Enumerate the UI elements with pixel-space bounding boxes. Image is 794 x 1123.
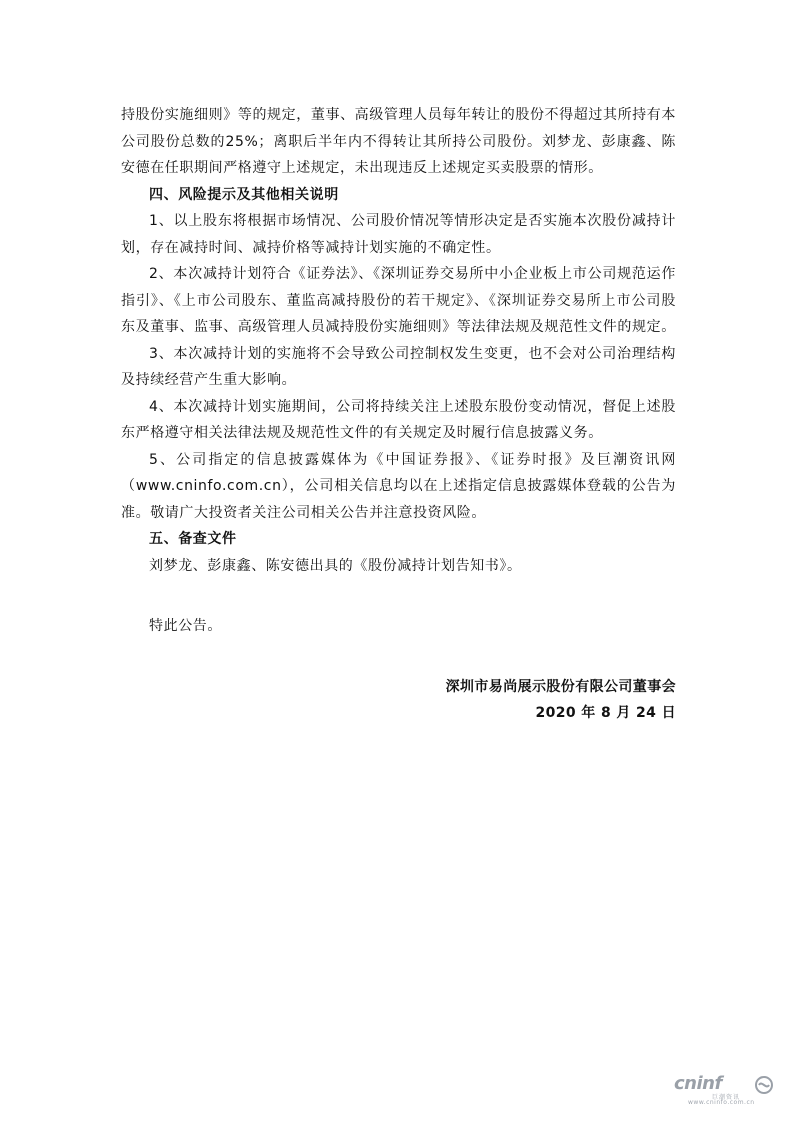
- document-body: [121, 102, 676, 727]
- watermark-text: cninf: [674, 1073, 722, 1094]
- section-heading-reference: 五、备查文件: [149, 531, 237, 547]
- section-heading-risk: 四、风险提示及其他相关说明: [149, 186, 339, 203]
- signature-date: 2020 年 8 月 24 日: [535, 705, 676, 721]
- reference-document: 刘梦龙、彭康鑫、陈安德出具的《股份减持计划告知书》。: [149, 557, 522, 574]
- risk-item-2: 2、本次减持计划符合《证券法》、《深圳证券交易所中小企业板上市公司规范运作指引》、《上市公司股东、董监高减持股份的若干规定》、《深圳证券交易所上市公司股东及董事、监事、高级管理人员减持股份实施细则》等法律法规及规范性文件的规定。: [121, 266, 676, 335]
- signature-company: 深圳市易尚展示股份有限公司董事会: [445, 678, 676, 695]
- risk-item-5: 5、公司指定的信息披露媒体为《中国证券报》、《证券时报》及巨潮资讯网（www.cninfo.com.cn），公司相关信息均以在上述指定信息披露媒体登载的公告为准。敬请广大投资者关注公司相关公告并注意投资风险。: [121, 451, 676, 521]
- closing-statement: 特此公告。: [149, 618, 222, 634]
- risk-item-3: 3、本次减持计划的实施将不会导致公司控制权发生变更，也不会对公司治理结构及持续经营产生重大影响。: [121, 345, 676, 388]
- cninfo-watermark: [674, 1073, 774, 1106]
- paragraph-continuation: 持股份实施细则》等的规定，董事、高级管理人员每年转让的股份不得超过其所持有本公司股份总数的25%；离职后半年内不得转让其所持公司股份。刘梦龙、彭康鑫、陈安德在任职期间严格遵守上述规定，未出现违反上述规定买卖股票的情形。: [121, 107, 676, 176]
- watermark-url: www.cninfo.com.cn: [688, 1099, 755, 1106]
- risk-item-1: 1、以上股东将根据市场情况、公司股价情况等情形决定是否实施本次股份减持计划，存在减持时间、减持价格等减持计划实施的不确定性。: [121, 213, 676, 256]
- watermark-subtitle: 巨潮资讯: [712, 1094, 741, 1101]
- cninfo-logo-icon: [754, 1075, 774, 1095]
- risk-item-4: 4、本次减持计划实施期间，公司将持续关注上述股东股份变动情况，督促上述股东严格遵守相关法律法规及规范性文件的有关规定及时履行信息披露义务。: [121, 398, 676, 441]
